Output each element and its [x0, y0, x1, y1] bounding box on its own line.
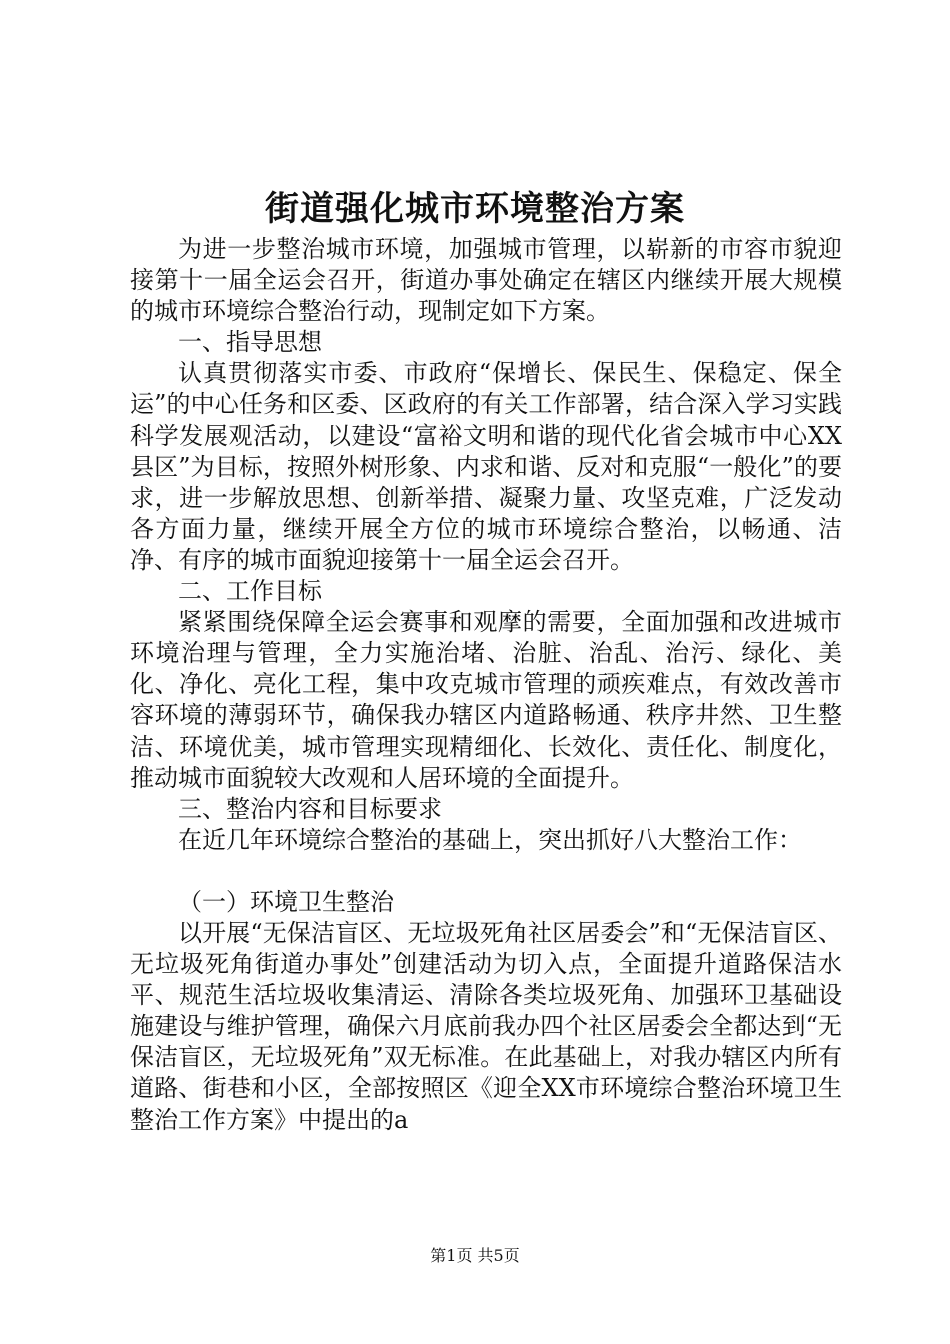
content-requirements-paragraph: 在近几年环境综合整治的基础上，突出抓好八大整治工作： — [178, 825, 802, 854]
sanitation-paragraph: 以开展“无保洁盲区、无垃圾死角社区居委会”和“无保洁盲区、无垃圾死角街道办事处”创建活动为切入点，全面提升道路保洁水平、规范生活垃圾收集清运、清除各类垃圾死角、加强环卫基础设施建设与维护管理，确保六月底前我办四个社区居委会全都达到“无保洁盲区，无垃圾死角”双无标准。在此基础上，对我办辖区内所有道路、街巷和小区，全部按照区《迎全XX市环境综合整治环境卫生整治工作方案》中提出的a — [130, 918, 842, 1134]
work-goals-paragraph: 紧紧围绕保障全运会赛事和观摩的需要，全面加强和改进城市环境治理与管理，全力实施治堵、治脏、治乱、治污、绿化、美化、净化、亮化工程，集中攻克城市管理的顽疾难点，有效改善市容环境的薄弱环节，确保我办辖区内道路畅通、秩序井然、卫生整洁、环境优美，城市管理实现精细化、长效化、责任化、制度化，推动城市面貌较大改观和人居环境的全面提升。 — [130, 608, 842, 792]
section-heading-content-requirements: 三、整治内容和目标要求 — [178, 794, 442, 823]
intro-paragraph: 为进一步整治城市环境，加强城市管理，以崭新的市容市貌迎接第十一届全运会召开，街道办事处确定在辖区内继续开展大规模的城市环境综合整治行动，现制定如下方案。 — [130, 235, 842, 326]
paragraph-spacer — [130, 856, 842, 887]
page-footer: 第1页 共5页 — [430, 1246, 520, 1265]
guiding-ideology-paragraph: 认真贯彻落实市委、市政府“保增长、保民生、保稳定、保全运”的中心任务和区委、区政府的有关工作部署，结合深入学习实践科学发展观活动，以建设“富裕文明和谐的现代化省会城市中心XX县区”为目标，按照外树形象、内求和谐、反对和克服“一般化”的要求，进一步解放思想、创新举措、凝聚力量、攻坚克难，广泛发动各方面力量，继续开展全方位的城市环境综合整治，以畅通、洁净、有序的城市面貌迎接第十一届全运会召开。 — [130, 359, 842, 574]
subsection-heading-sanitation: （一）环境卫生整治 — [178, 887, 394, 916]
document-body — [130, 234, 842, 1136]
section-heading-work-goals: 二、工作目标 — [178, 577, 322, 606]
document-title: 街道强化城市环境整治方案 — [265, 189, 685, 229]
section-heading-guiding-ideology: 一、指导思想 — [178, 328, 322, 357]
